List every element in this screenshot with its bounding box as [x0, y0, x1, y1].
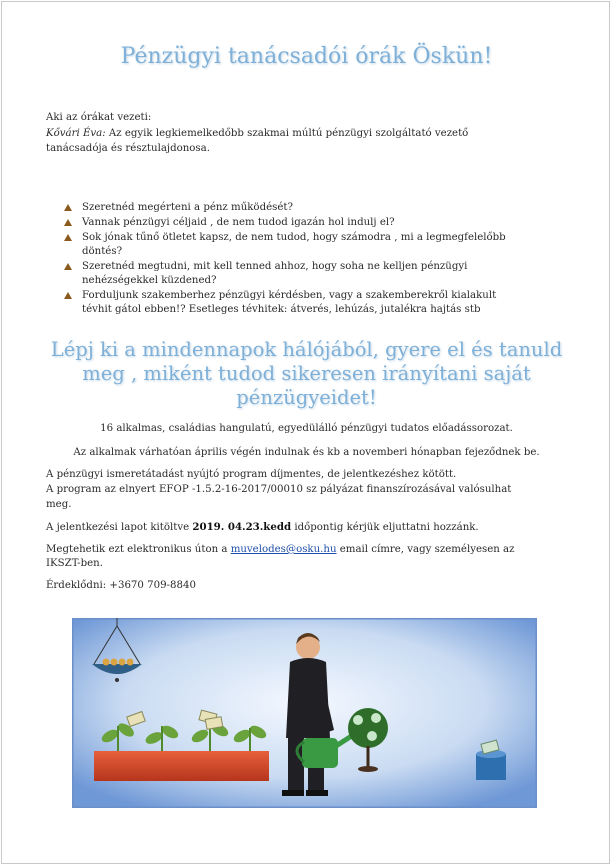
list-item: Sok jónak tűnő ötletet kapsz, de nem tudod, hogy számodra , mi a legmegfelelőbb döntés?: [64, 231, 564, 259]
bullet-arrow-icon: [64, 204, 72, 211]
list-item: Forduljunk szakemberhez pénzügyi kérdésben, vagy a szakemberekről kialakult tévhit gátol ebben!? Esetleges tévhitek: átverés, lehúzás, jutalékra hajtás stb: [64, 289, 564, 317]
headline: Lépj ki a mindennapok hálójából, gyere el és tanuld meg , miként tudod sikeresen irányítani saját pénzügyeidet!: [50, 338, 563, 409]
program-line3: meg.: [46, 499, 72, 510]
money-garden-illustration: [72, 618, 537, 808]
page-title: Pénzügyi tanácsadói órák Öskün!: [120, 44, 493, 69]
question-list: [64, 201, 564, 318]
contact-text: Megtehetik ezt elektronikus úton a muvelodes@osku.hu email címre, vagy személyesen az: [46, 544, 515, 555]
series-text: 16 alkalmas, családias hangulatú, egyedülálló pénzügyi tudatos előadássorozat.: [100, 423, 513, 434]
deadline-text: A jelentkezési lapot kitöltve 2019. 04.23.kedd időpontig kérjük eljuttatni hozzánk.: [46, 521, 479, 533]
list-item: Szeretnéd megtudni, mit kell tenned ahhoz, hogy soha ne kelljen pénzügyi nehézségekkel küzdened?: [64, 260, 564, 288]
program-line2: A program az elnyert EFOP -1.5.2-16-2017/00010 sz pályázat finanszírozásával valósulhat: [46, 484, 512, 495]
email-link[interactable]: muvelodes@osku.hu: [230, 544, 337, 555]
list-item: Szeretnéd megérteni a pénz működését?: [64, 201, 564, 215]
host-description: [46, 127, 576, 141]
list-item: Vannak pénzügyi céljaid , de nem tudod igazán hol indulj el?: [64, 216, 564, 230]
host-label: Aki az órákat vezeti:: [46, 112, 152, 123]
bullet-arrow-icon: [64, 234, 72, 241]
bullet-arrow-icon: [64, 292, 72, 299]
contact-line2: IKSZT-ben.: [46, 558, 103, 569]
bullet-arrow-icon: [64, 263, 72, 270]
program-line1: A pénzügyi ismeretátadást nyújtó program díjmentes, de jelentkezéshez kötött.: [46, 469, 457, 480]
host-name: Kővári Éva:: [46, 128, 106, 139]
host-description-line1: Az egyik legkiemelkedőbb szakmai múltú pénzügyi szolgáltató vezető: [105, 128, 469, 139]
deadline-date: 2019. 04.23.kedd: [192, 521, 292, 533]
host-description-line2: tanácsadója és résztulajdonosa.: [46, 143, 210, 154]
schedule-text: Az alkalmak várhatóan április végén indulnak és kb a novemberi hónapban fejeződnek be.: [73, 447, 540, 458]
bullet-arrow-icon: [64, 219, 72, 226]
phone-text: Érdeklődni: +3670 709-8840: [46, 580, 196, 591]
